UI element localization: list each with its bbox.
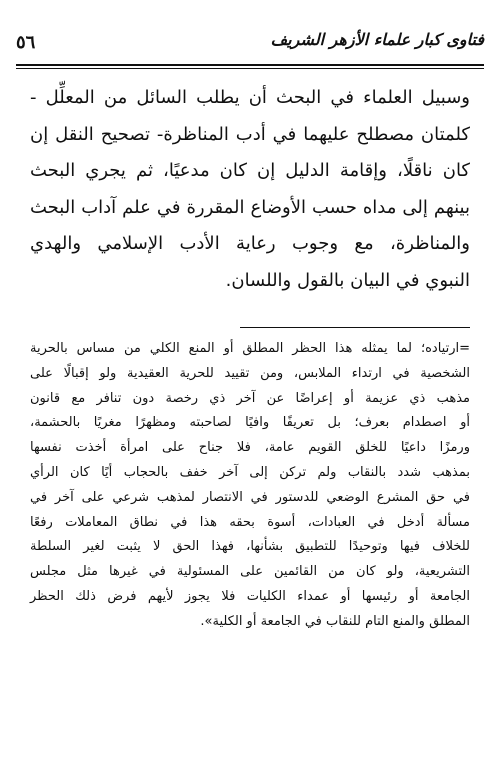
footnote-line: في حق المشرع الوضعي للدستور في الانتصار لمذهب شرعي على آخر في (30, 489, 470, 505)
header-rule-thin (16, 68, 484, 69)
header-rule (16, 64, 484, 66)
main-text-line: كان ناقلًا، وإقامة الدليل إن كان مدعيًا، ثم يجري البحث (30, 160, 470, 182)
page-number: ٥٦ (16, 32, 36, 53)
footnote-line: الجامعة أو رئيسها أو عمداء الكليات فلا يجوز لأيهم فرض ذلك الحظر (30, 588, 470, 604)
footnote-separator (240, 327, 470, 328)
running-head: فتاوى كبار علماء الأزهر الشريف (270, 30, 484, 49)
page-header (16, 30, 484, 64)
main-text-line: بينهم إلى مداه حسب الأوضاع المقررة في علم آداب البحث (30, 196, 470, 218)
footnote-line: التشريعية، ولو كان من القائمين على المسئولية في غيرها مثل مجلس (30, 564, 470, 580)
footnote-line: =ارتياده؛ لما يمثله هذا الحظر المطلق أو المنع الكلي من مساس بالحرية (30, 341, 470, 356)
footnote-line: مذهب ذي عزيمة أو إعراضًا عن آخر ذي رخصة دون تنافر مع قانون (30, 390, 470, 406)
footnote (30, 337, 470, 635)
footnote-line: بمذهب شدد بالنقاب ولم تركن إلى آخر خفف بالحجاب أيًا كان الرأي (30, 464, 470, 480)
main-text-line: وسبيل العلماء في البحث أن يطلب السائل من المعلِّل - (30, 87, 470, 108)
main-text-line: النبوي في البيان بالقول واللسان. (225, 269, 470, 291)
main-text (30, 80, 470, 300)
footnote-line: للخلاف فيها وتوحيدًا للتطبيق بشأنها، فهذا الحق لا يثبت لغير السلطة (30, 539, 470, 555)
main-text-line: كلمتان مصطلح عليهما في أدب المناظرة- تصحيح النقل إن (30, 123, 470, 145)
footnote-line: المطلق والمنع التام للنقاب في الجامعة أو الكلية». (200, 613, 470, 629)
footnote-line: مسألة أدخل في العبادات، أسوة بحقه هذا في نطاق المعاملات رفعًا (30, 514, 470, 530)
footnote-line: الشخصية في ارتداء الملابس، ومن تقييد للحرية العقيدية ولو إقبالًا على (30, 365, 470, 381)
main-text-line: والمناظرة، مع وجوب رعاية الأدب الإسلامي والهدي (30, 233, 470, 255)
footnote-line: أو اصطدام بعرف؛ بل تعريفًا وافيًا لصاحبته ومظهرًا مغريًا بالحشمة، (30, 415, 470, 431)
footnote-line: ورمزًا داعيًا للخلق القويم عامة، فلا جناح على امرأة أخذت نفسها (30, 440, 470, 456)
